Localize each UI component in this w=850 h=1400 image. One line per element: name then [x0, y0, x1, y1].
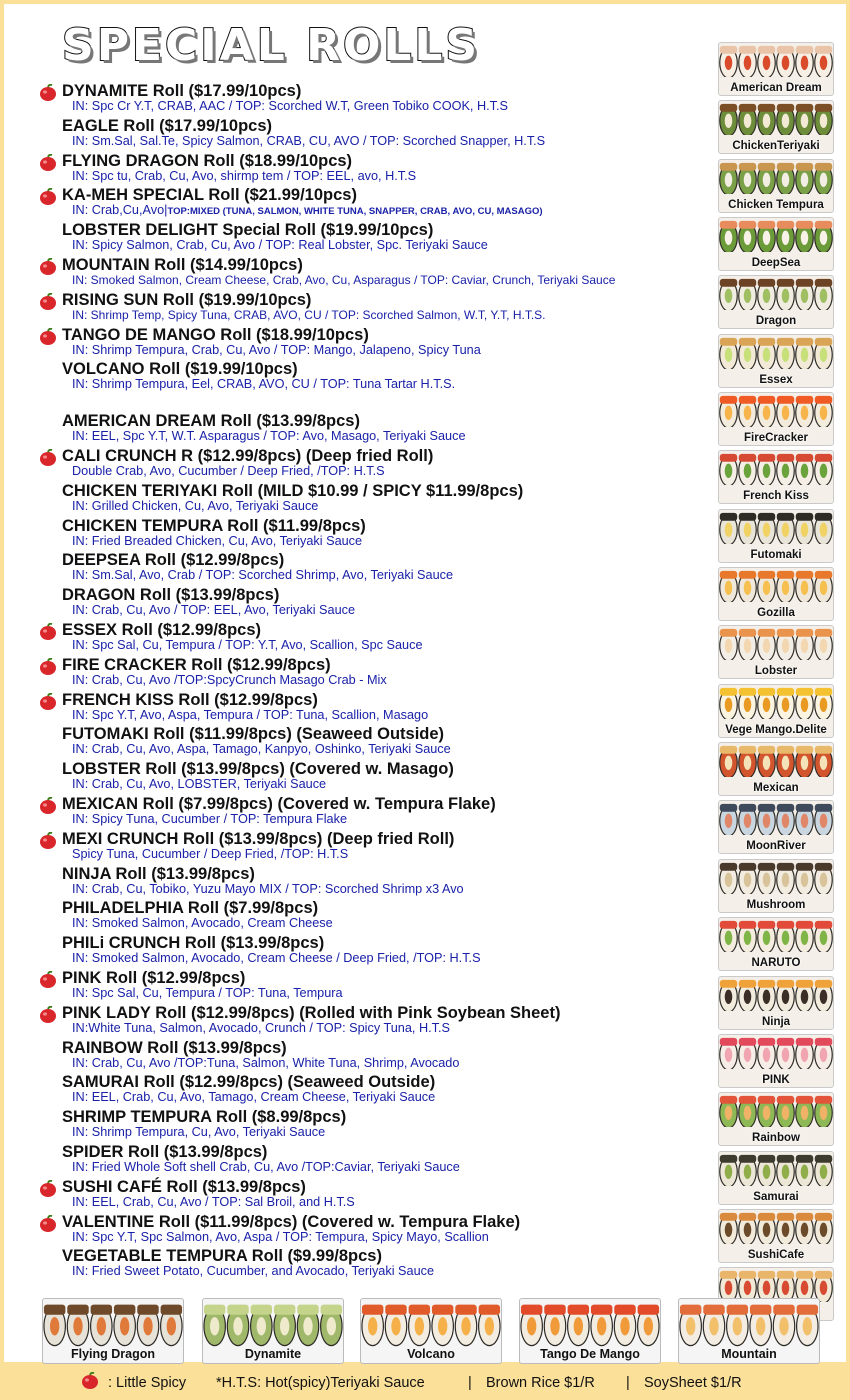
chili-pepper-icon: [38, 84, 58, 102]
roll-ingredients-text: IN: Spc Sal, Cu, Tempura / TOP: Y.T, Avo, Scallion, Spc Sauce: [72, 637, 423, 652]
roll-ingredients: [72, 742, 451, 757]
roll-ingredients-text: IN: Spc Y.T, Spc Salmon, Avo, Aspa / TOP: Tempura, Spicy Mayo, Scallion: [72, 1229, 489, 1244]
chili-pepper-icon: [38, 1006, 58, 1024]
roll-ingredients-text: IN: Shrimp Tempura, Eel, CRAB, AVO, CU / TOP: Tuna Tartar H.T.S.: [72, 377, 456, 392]
chili-pepper-icon: [38, 258, 58, 276]
sushi-roll-image: [719, 101, 833, 135]
chili-pepper-icon: [38, 658, 58, 676]
photo-caption: Futomaki: [750, 548, 802, 561]
roll-item: [38, 760, 718, 795]
roll-photo: [718, 1092, 834, 1146]
roll-item: [38, 221, 718, 256]
roll-ingredients: [72, 238, 488, 253]
roll-ingredients: [72, 1230, 489, 1245]
roll-name: PHILADELPHIA Roll ($7.99/8pcs): [62, 899, 319, 918]
chili-pepper-icon: [80, 1372, 100, 1390]
photo-caption: Volcano: [407, 1347, 455, 1361]
chili-pepper-icon: [38, 154, 58, 172]
roll-photo: [718, 1209, 834, 1263]
sushi-roll-image: [719, 568, 833, 602]
roll-ingredients-text: Double Crab, Avo, Cucumber / Deep Fried, /TOP: H.T.S: [72, 463, 385, 478]
roll-name: LOBSTER DELIGHT Special Roll ($19.99/10pcs): [62, 221, 434, 240]
roll-ingredients: [72, 1160, 460, 1175]
roll-ingredients-text: IN: Spc Sal, Cu, Tempura / TOP: Tuna, Tempura: [72, 985, 343, 1000]
roll-photo: [718, 1034, 834, 1088]
chili-pepper-icon: [38, 971, 58, 989]
roll-ingredients: [72, 986, 343, 1001]
bottom-photo-row: [38, 1298, 828, 1368]
roll-name: RAINBOW Roll ($13.99/8pcs): [62, 1038, 287, 1057]
photo-caption: SushiCafe: [747, 1248, 805, 1261]
roll-ingredients-text: IN: Sm.Sal, Sal.Te, Spicy Salmon, CRAB, CU, AVO / TOP: Scorched Snapper, H.T.S: [72, 133, 546, 148]
roll-item: [38, 691, 718, 726]
roll-ingredients: [72, 603, 355, 618]
roll-name: VOLCANO Roll ($19.99/10pcs): [62, 360, 298, 379]
roll-ingredients-text: IN: Crab, Cu, Avo, Aspa, Tamago, Kanpyo, Oshinko, Teriyaki Sauce: [72, 742, 451, 757]
roll-ingredients: [72, 847, 348, 862]
photo-caption: Vege Mango.Delite: [725, 723, 827, 736]
roll-ingredients: [72, 169, 416, 184]
roll-photo: [718, 684, 834, 738]
roll-photo: [718, 334, 834, 388]
roll-name: MEXI CRUNCH Roll ($13.99/8pcs) (Deep fried Roll): [62, 829, 455, 848]
roll-ingredients: [72, 1021, 450, 1036]
roll-item: [38, 1143, 718, 1178]
roll-item: [38, 865, 718, 900]
sushi-plate-image: [520, 1301, 660, 1347]
sushi-plate-image: [203, 1301, 343, 1347]
roll-ingredients: [72, 708, 428, 723]
roll-ingredients-text: IN: Spc tu, Crab, Cu, Avo, shirmp tem / TOP: EEL, avo, H.T.S: [72, 168, 417, 183]
roll-photo: [718, 100, 834, 154]
photo-caption: Mushroom: [746, 898, 806, 911]
roll-ingredients: [72, 1125, 325, 1140]
roll-ingredients: [72, 673, 387, 688]
featured-roll-photo: [202, 1298, 344, 1364]
roll-ingredients-text: IN: Sm.Sal, Avo, Crab / TOP: Scorched Shrimp, Avo, Teriyaki Sauce: [72, 568, 454, 583]
photo-caption: Tango De Mango: [540, 1347, 640, 1361]
roll-ingredients-text: IN: Crab, Cu, Avo, LOBSTER, Teriyaki Sauce: [72, 777, 327, 792]
page-title: SPECIAL ROLLS: [62, 20, 481, 71]
sushi-roll-image: [719, 1152, 833, 1186]
roll-ingredients-text: IN: Shrimp Temp, Spicy Tuna, CRAB, AVO, CU / TOP: Scorched Salmon, W.T, Y.T, H.T.S.: [72, 307, 546, 322]
roll-ingredients-text: IN: Smoked Salmon, Avocado, Cream Cheese / Deep Fried, /TOP: H.T.S: [72, 951, 481, 966]
roll-item: [38, 621, 718, 656]
photo-caption: Dragon: [755, 315, 797, 328]
photo-caption: ChickenTeriyaki: [732, 140, 820, 153]
sushi-plate-image: [679, 1301, 819, 1347]
sushi-roll-image: [719, 977, 833, 1011]
chili-pepper-icon: [38, 188, 58, 206]
photo-caption: Dynamite: [244, 1347, 302, 1361]
roll-ingredients-text: IN: Shrimp Tempura, Crab, Cu, Avo / TOP: Mango, Jalapeno, Spicy Tuna: [72, 342, 481, 357]
roll-item: [38, 152, 718, 187]
photo-caption: Mexican: [753, 782, 799, 795]
roll-list: [38, 82, 718, 1282]
roll-ingredients-text: IN: Shrimp Tempura, Cu, Avo, Teriyaki Sauce: [72, 1125, 326, 1140]
roll-ingredients-text: IN: Spc Cr Y.T, CRAB, AAC / TOP: Scorched W.T, Green Tobiko COOK, H.T.S: [72, 99, 508, 113]
roll-ingredients: [72, 99, 508, 114]
roll-name: SPIDER Roll ($13.99/8pcs): [62, 1142, 268, 1161]
roll-ingredients-text: Spicy Tuna, Cucumber / Deep Fried, /TOP: H.T.S: [72, 846, 349, 861]
photo-caption: Mountain: [721, 1347, 777, 1361]
roll-photo: [718, 450, 834, 504]
roll-item: [38, 1004, 718, 1039]
chili-pepper-icon: [38, 1180, 58, 1198]
roll-ingredients: [72, 1195, 355, 1210]
roll-name: KA-MEH SPECIAL Roll ($21.99/10pcs): [62, 186, 357, 205]
roll-item: [38, 1178, 718, 1213]
photo-caption: Chicken Tempura: [728, 198, 824, 211]
roll-ingredients-text: IN: Spc Y.T, Avo, Aspa, Tempura / TOP: Tuna, Scallion, Masago: [72, 707, 429, 722]
roll-ingredients: [72, 308, 546, 323]
roll-item: [38, 117, 718, 152]
chili-pepper-icon: [38, 797, 58, 815]
photo-caption: PINK: [762, 1073, 790, 1086]
roll-item: [38, 830, 718, 865]
roll-ingredients-text: IN: Crab,Cu,Avo|: [72, 203, 168, 218]
roll-name: PINK Roll ($12.99/8pcs): [62, 968, 246, 987]
roll-ingredients-text: IN: EEL, Crab, Cu, Avo / TOP: Sal Broil, and H.T.S: [72, 1194, 355, 1209]
menu-panel: [4, 4, 846, 1362]
roll-ingredients: [72, 534, 362, 549]
roll-item: [38, 447, 718, 482]
photo-caption: NARUTO: [751, 957, 801, 970]
roll-name: DEEPSEA Roll ($12.99/8pcs): [62, 551, 285, 570]
photo-caption: Flying Dragon: [70, 1347, 156, 1361]
roll-photo: [718, 1151, 834, 1205]
legend-brown-rice-text: Brown Rice $1/R: [486, 1375, 595, 1391]
legend-soysheet-text: SoySheet $1/R: [644, 1375, 742, 1391]
roll-ingredients-text: IN: Grilled Chicken, Cu, Avo, Teriyaki Sauce: [72, 498, 319, 513]
roll-name: PINK LADY Roll ($12.99/8pcs) (Rolled with Pink Soybean Sheet): [62, 1003, 561, 1022]
featured-roll-photo: [678, 1298, 820, 1364]
featured-roll-photo: [42, 1298, 184, 1364]
roll-ingredients: [72, 951, 481, 966]
roll-item: [38, 969, 718, 1004]
roll-ingredients: [72, 134, 545, 149]
sushi-roll-image: [719, 860, 833, 894]
roll-ingredients-text: IN: Smoked Salmon, Avocado, Cream Cheese: [72, 916, 333, 931]
chili-pepper-icon: [38, 832, 58, 850]
roll-ingredients: [72, 499, 318, 514]
roll-ingredients-text: IN: Spicy Tuna, Cucumber / TOP: Tempura Flake: [72, 811, 348, 826]
sushi-roll-image: [719, 1035, 833, 1069]
roll-ingredients-text: IN: Fried Sweet Potato, Cucumber, and Avocado, Teriyaki Sauce: [72, 1264, 435, 1279]
roll-ingredients: [72, 638, 423, 653]
photo-caption: American Dream: [730, 82, 822, 94]
roll-name: FRENCH KISS Roll ($12.99/8pcs): [62, 690, 318, 709]
roll-ingredients-text: IN: Smoked Salmon, Cream Cheese, Crab, Avo, Cu, Asparagus / TOP: Caviar, Crunch, Teriyaki Sauce: [72, 272, 616, 287]
legend-hts-text: *H.T.S: Hot(spicy)Teriyaki Sauce: [216, 1375, 425, 1391]
roll-ingredients-topping: TOP:MIXED (TUNA, SALMON, WHITE TUNA, SNAPPER, CRAB, AVO, CU, MASAGO): [167, 206, 543, 218]
sushi-roll-image: [719, 1210, 833, 1244]
roll-photo: [718, 275, 834, 329]
roll-name: VALENTINE Roll ($11.99/8pcs) (Covered w. Tempura Flake): [62, 1212, 521, 1231]
roll-photo: [718, 859, 834, 913]
roll-name: FUTOMAKI Roll ($11.99/8pcs) (Seaweed Outside): [62, 725, 445, 744]
legend-separator: |: [626, 1375, 630, 1391]
legend: [80, 1372, 840, 1394]
photo-caption: Rainbow: [752, 1132, 800, 1145]
sushi-roll-image: [719, 510, 833, 544]
roll-photo: [718, 509, 834, 563]
roll-photo: [718, 392, 834, 446]
roll-ingredients: [72, 1056, 459, 1071]
roll-item: [38, 186, 718, 221]
photo-caption: French Kiss: [743, 490, 809, 503]
roll-item: [38, 1247, 718, 1282]
roll-ingredients: [72, 464, 385, 479]
roll-name: SAMURAI Roll ($12.99/8pcs) (Seaweed Outside): [62, 1073, 436, 1092]
roll-item: [38, 1108, 718, 1143]
sushi-roll-image: [719, 626, 833, 660]
photo-caption: Ninja: [761, 1015, 791, 1028]
roll-name: AMERICAN DREAM Roll ($13.99/8pcs): [62, 412, 360, 431]
sushi-roll-image: [719, 743, 833, 777]
roll-name: CALI CRUNCH R ($12.99/8pcs) (Deep fried Roll): [62, 446, 434, 465]
legend-spicy-text: : Little Spicy: [108, 1375, 187, 1391]
roll-ingredients-text: IN: Fried Whole Soft shell Crab, Cu, Avo /TOP:Caviar, Teriyaki Sauce: [72, 1159, 460, 1174]
roll-name: EAGLE Roll ($17.99/10pcs): [62, 116, 272, 135]
roll-ingredients: [72, 377, 455, 392]
chili-pepper-icon: [38, 623, 58, 641]
roll-name: PHILi CRUNCH Roll ($13.99/8pcs): [62, 934, 325, 953]
roll-name: NINJA Roll ($13.99/8pcs): [62, 864, 255, 883]
roll-item: [38, 1213, 718, 1248]
sushi-roll-image: [719, 1093, 833, 1127]
roll-item: [38, 482, 718, 517]
roll-photo: [718, 42, 834, 96]
roll-name: RISING SUN Roll ($19.99/10pcs): [62, 290, 312, 309]
roll-ingredients: [72, 273, 615, 288]
roll-ingredients: [72, 343, 481, 358]
roll-name: CHICKEN TEMPURA Roll ($11.99/8pcs): [62, 516, 366, 535]
section-spacer: [38, 395, 718, 412]
side-photo-column: [718, 42, 834, 1326]
roll-name: CHICKEN TERIYAKI Roll (MILD $10.99 / SPICY $11.99/8pcs): [62, 481, 524, 500]
chili-pepper-icon: [38, 328, 58, 346]
roll-name: LOBSTER Roll ($13.99/8pcs) (Covered w. Masago): [62, 760, 454, 779]
photo-caption: MoonRiver: [746, 840, 806, 853]
roll-ingredients: [72, 203, 543, 219]
roll-item: [38, 1039, 718, 1074]
featured-roll-photo: [360, 1298, 502, 1364]
roll-ingredients: [72, 1090, 435, 1105]
roll-ingredients: [72, 777, 326, 792]
roll-ingredients-text: IN: Crab, Cu, Avo / TOP: EEL, Avo, Teriyaki Sauce: [72, 603, 356, 618]
roll-ingredients: [72, 882, 464, 897]
roll-item: [38, 291, 718, 326]
featured-roll-photo: [519, 1298, 661, 1364]
roll-ingredients: [72, 812, 347, 827]
roll-photo: [718, 976, 834, 1030]
roll-name: MEXICAN Roll ($7.99/8pcs) (Covered w. Tempura Flake): [62, 794, 496, 813]
roll-ingredients-text: IN: Spicy Salmon, Crab, Cu, Avo / TOP: Real Lobster, Spc. Teriyaki Sauce: [72, 238, 488, 253]
photo-caption: Samurai: [753, 1190, 799, 1203]
chili-pepper-icon: [38, 1215, 58, 1233]
roll-name: SHRIMP TEMPURA Roll ($8.99/8pcs): [62, 1108, 347, 1127]
roll-photo: [718, 567, 834, 621]
roll-item: [38, 412, 718, 447]
sushi-roll-image: [719, 393, 833, 427]
chili-pepper-icon: [38, 693, 58, 711]
sushi-roll-image: [719, 43, 833, 77]
roll-ingredients: [72, 1264, 434, 1279]
photo-caption: FireCracker: [744, 432, 808, 445]
roll-ingredients: [72, 568, 453, 583]
roll-ingredients-text: IN: EEL, Crab, Cu, Avo, Tamago, Cream Cheese, Teriyaki Sauce: [72, 1090, 436, 1105]
roll-item: [38, 360, 718, 395]
roll-photo: [718, 217, 834, 271]
roll-item: [38, 326, 718, 361]
sushi-roll-image: [719, 685, 833, 719]
roll-photo: [718, 742, 834, 796]
sushi-roll-image: [719, 218, 833, 252]
chili-pepper-icon: [38, 449, 58, 467]
roll-ingredients: [72, 429, 466, 444]
roll-name: TANGO DE MANGO Roll ($18.99/10pcs): [62, 325, 369, 344]
roll-item: [38, 899, 718, 934]
photo-caption: Essex: [759, 373, 793, 386]
roll-item: [38, 934, 718, 969]
roll-item: [38, 586, 718, 621]
sushi-roll-image: [719, 918, 833, 952]
sushi-roll-image: [719, 451, 833, 485]
roll-name: FIRE CRACKER Roll ($12.99/8pcs): [62, 655, 331, 674]
roll-item: [38, 656, 718, 691]
roll-name: ESSEX Roll ($12.99/8pcs): [62, 620, 262, 639]
roll-item: [38, 795, 718, 830]
sushi-roll-image: [719, 801, 833, 835]
roll-name: DYNAMITE Roll ($17.99/10pcs): [62, 82, 302, 100]
roll-ingredients: [72, 916, 333, 931]
roll-name: MOUNTAIN Roll ($14.99/10pcs): [62, 255, 303, 274]
roll-item: [38, 256, 718, 291]
roll-name: VEGETABLE TEMPURA Roll ($9.99/8pcs): [62, 1247, 382, 1266]
roll-name: SUSHI CAFÉ Roll ($13.99/8pcs): [62, 1177, 306, 1196]
roll-ingredients-text: IN: Fried Breaded Chicken, Cu, Avo, Teriyaki Sauce: [72, 533, 363, 548]
photo-caption: Gozilla: [757, 607, 795, 620]
sushi-roll-image: [719, 335, 833, 369]
roll-ingredients-text: IN: Crab, Cu, Avo /TOP:Tuna, Salmon, White Tuna, Shrimp, Avocado: [72, 1055, 460, 1070]
roll-item: [38, 517, 718, 552]
roll-photo: [718, 159, 834, 213]
photo-caption: Lobster: [754, 665, 798, 678]
chili-pepper-icon: [38, 293, 58, 311]
legend-separator: |: [468, 1375, 472, 1391]
roll-photo: [718, 625, 834, 679]
roll-item: [38, 725, 718, 760]
roll-ingredients-text: IN:White Tuna, Salmon, Avocado, Crunch / TOP: Spicy Tuna, H.T.S: [72, 1020, 450, 1035]
sushi-roll-image: [719, 160, 833, 194]
sushi-plate-image: [43, 1301, 183, 1347]
roll-ingredients-text: IN: Crab, Cu, Avo /TOP:SpcyCrunch Masago Crab - Mix: [72, 672, 387, 687]
roll-photo: [718, 917, 834, 971]
roll-name: DRAGON Roll ($13.99/8pcs): [62, 586, 280, 605]
sushi-roll-image: [719, 276, 833, 310]
roll-photo: [718, 800, 834, 854]
roll-item: [38, 1073, 718, 1108]
roll-name: FLYING DRAGON Roll ($18.99/10pcs): [62, 151, 353, 170]
roll-ingredients-text: IN: EEL, Spc Y.T, W.T. Asparagus / TOP: Avo, Masago, Teriyaki Sauce: [72, 429, 466, 444]
roll-ingredients-text: IN: Crab, Cu, Tobiko, Yuzu Mayo MIX / TOP: Scorched Shrimp x3 Avo: [72, 881, 464, 896]
sushi-plate-image: [361, 1301, 501, 1347]
photo-caption: DeepSea: [751, 257, 801, 270]
roll-item: [38, 551, 718, 586]
roll-item: [38, 82, 718, 117]
